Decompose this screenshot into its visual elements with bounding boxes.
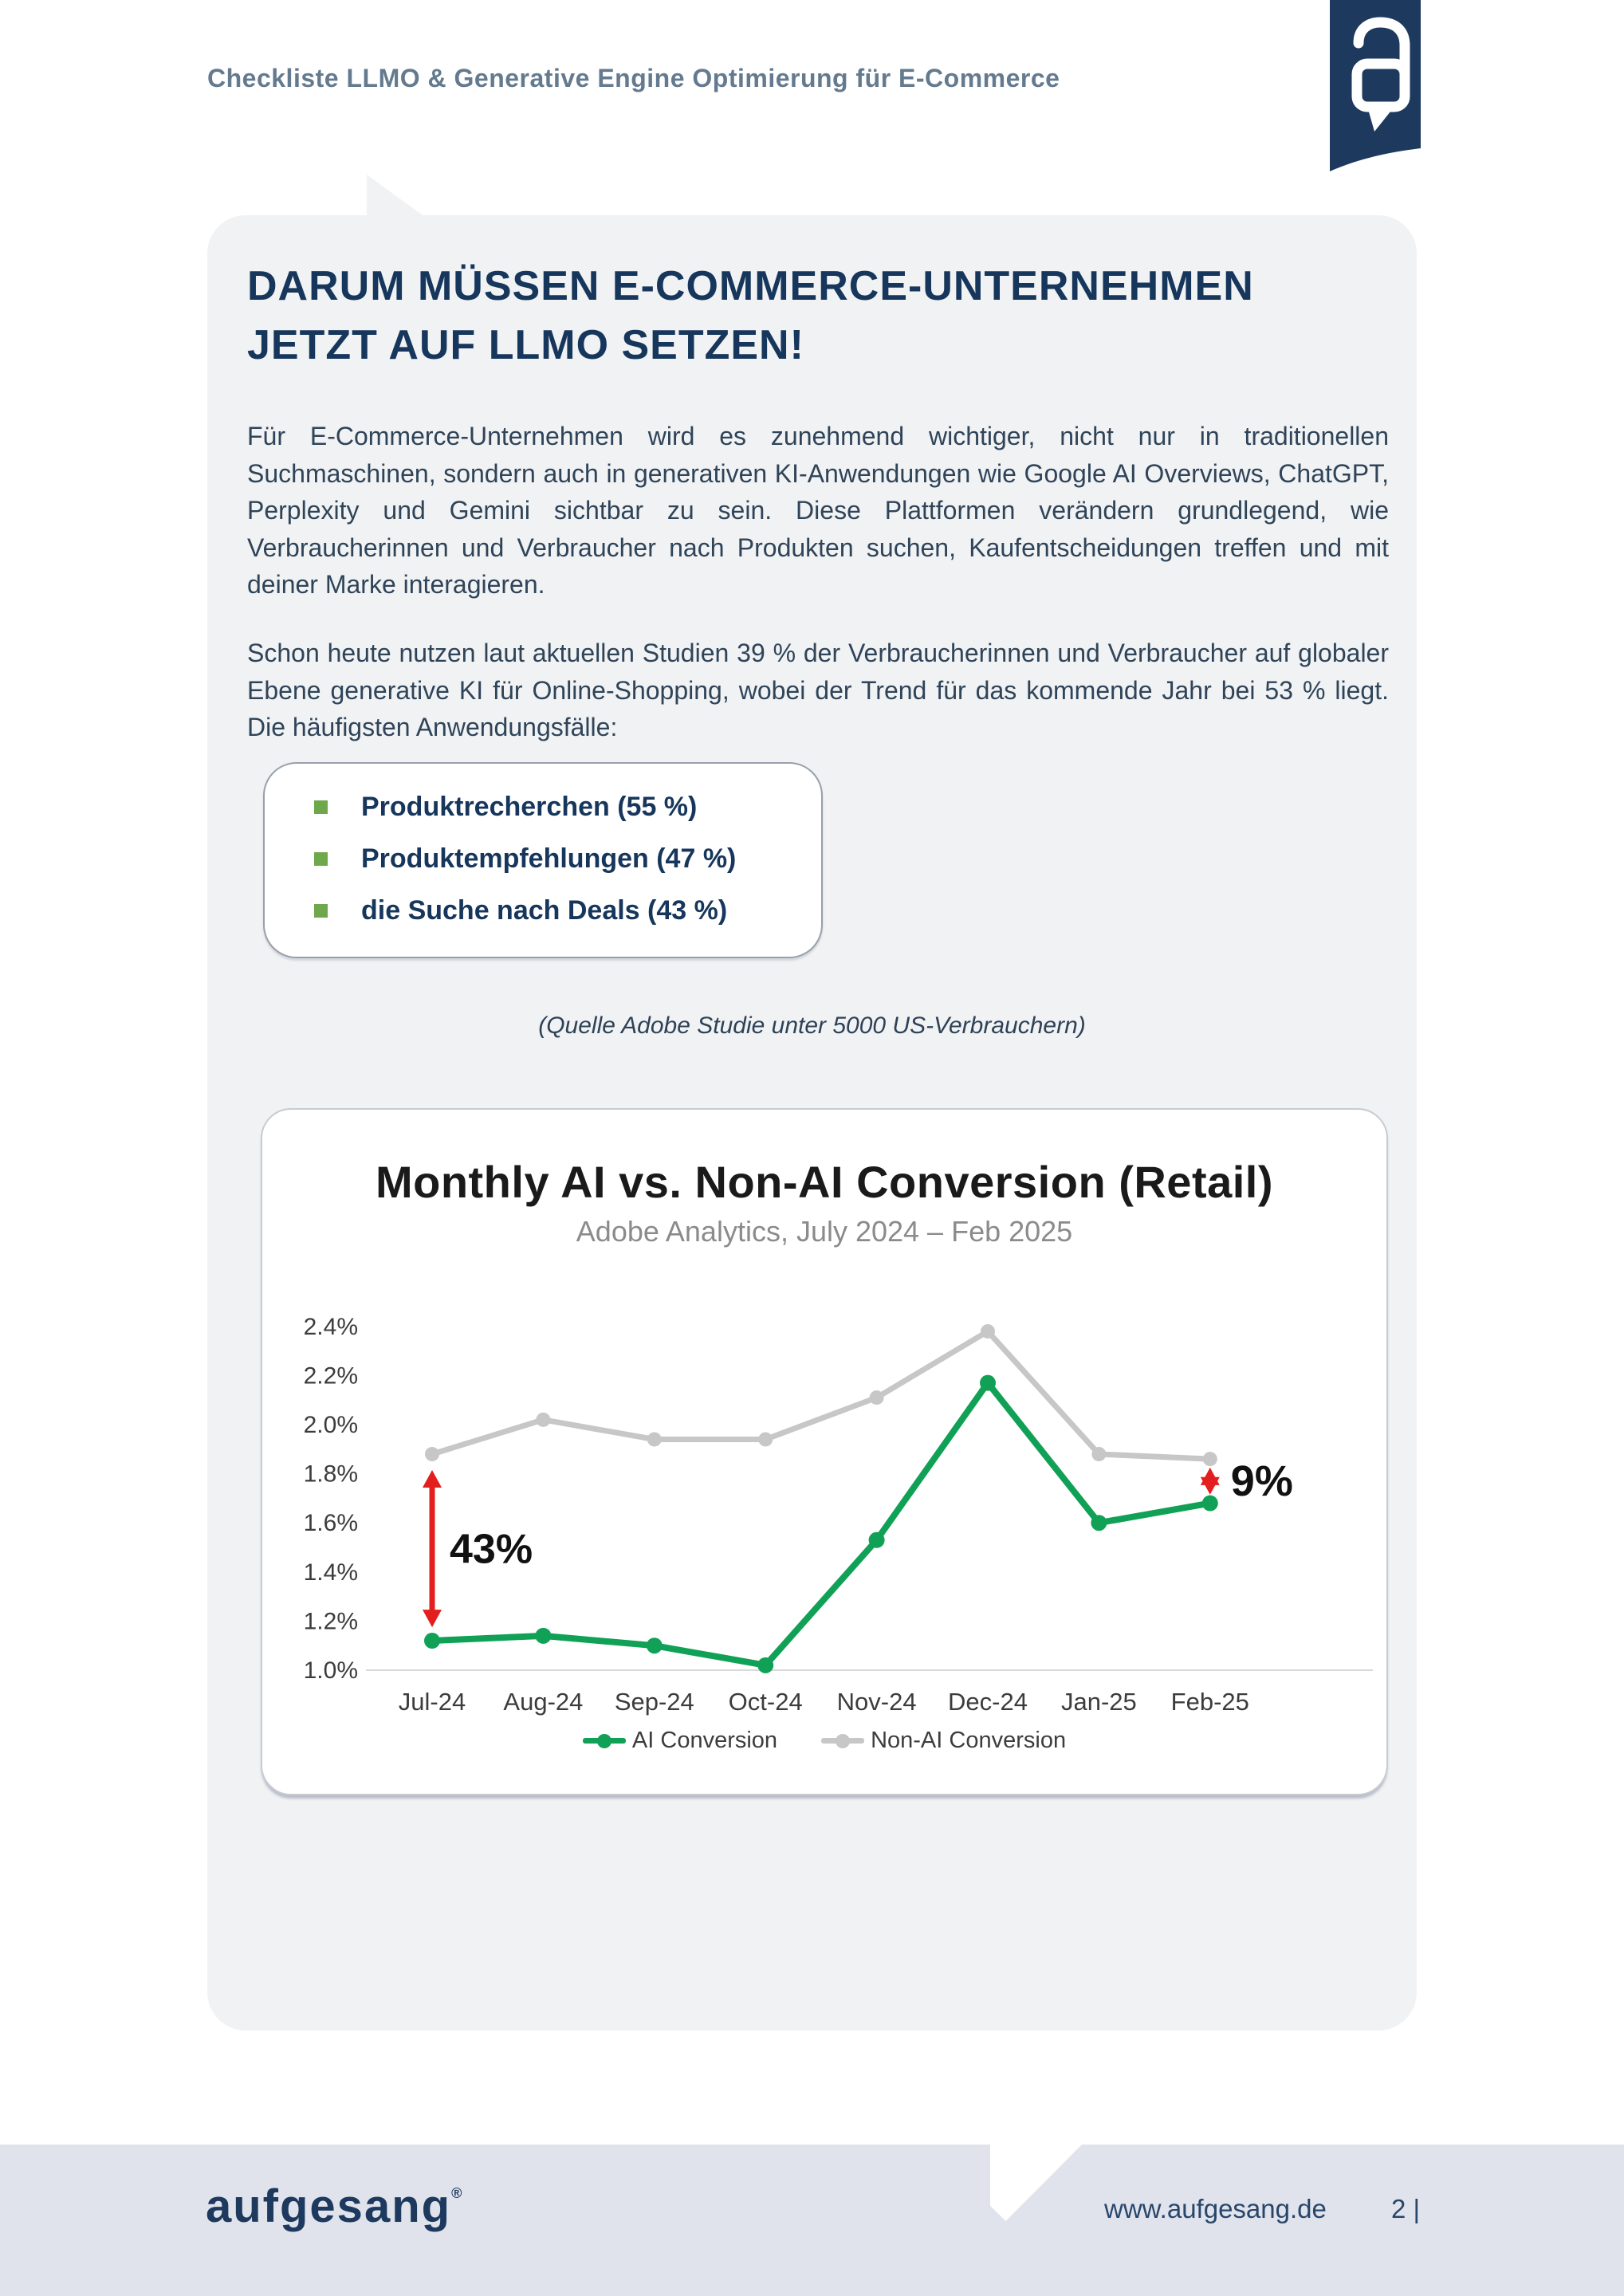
bullet-square-icon <box>314 904 328 918</box>
conversion-chart-svg <box>262 1293 1386 1740</box>
svg-text:2.0%: 2.0% <box>303 1412 358 1438</box>
list-item <box>314 894 821 927</box>
chart-legend <box>262 1728 1386 1754</box>
svg-text:Feb-25: Feb-25 <box>1170 1688 1249 1716</box>
svg-text:9%: 9% <box>1230 1457 1293 1505</box>
source-citation: (Quelle Adobe Studie unter 5000 US-Verbrauchern) <box>538 1012 1086 1039</box>
legend-label-ai: AI Conversion <box>631 1728 778 1753</box>
statistics-paragraph: Schon heute nutzen laut aktuellen Studien 39 % der Verbraucherinnen und Verbraucher auf globaler Ebene generative KI für Online-Shopping, wobei der Trend für das kommende Jahr bei 53 % liegt. Die häufigsten Anwendungsfälle: <box>247 639 1389 741</box>
content-card <box>207 215 1417 2031</box>
legend-line-ai-icon <box>583 1738 626 1744</box>
svg-text:2.2%: 2.2% <box>303 1362 358 1390</box>
page-title <box>247 257 1387 375</box>
bullet-square-icon <box>314 852 328 866</box>
svg-text:43%: 43% <box>450 1526 533 1573</box>
svg-text:1.2%: 1.2% <box>303 1608 358 1635</box>
document-header-title: Checkliste LLMO & Generative Engine Optimierung für E-Commerce <box>207 64 1060 92</box>
registered-mark: ® <box>451 2185 462 2201</box>
svg-text:Oct-24: Oct-24 <box>728 1688 803 1716</box>
legend-item-ai <box>583 1728 777 1754</box>
svg-text:Sep-24: Sep-24 <box>614 1688 694 1716</box>
svg-text:2.4%: 2.4% <box>303 1313 358 1340</box>
chart-subtitle: Adobe Analytics, July 2024 – Feb 2025 <box>576 1215 1073 1248</box>
list-item-label: die Suche nach Deals (43 %) <box>361 895 728 926</box>
svg-text:Jul-24: Jul-24 <box>398 1688 466 1716</box>
intro-paragraph: Für E-Commerce-Unternehmen wird es zunehmend wichtiger, nicht nur in traditionellen Suchmaschinen, sondern auch in generativen KI-Anwendungen wie Google AI Overviews, ChatGPT, Perplexity und Gemini sichtbar zu sein. Diese Plattformen verändern grundlegend, wie Verbraucherinnen und Verbraucher nach Produkten suchen, Kaufentscheidungen treffen und mit deiner Marke interagieren. <box>247 422 1389 599</box>
svg-text:1.8%: 1.8% <box>303 1461 358 1488</box>
svg-text:1.0%: 1.0% <box>303 1657 358 1684</box>
list-item <box>314 791 821 824</box>
legend-line-nonai-icon <box>821 1738 864 1744</box>
chart-title: Monthly AI vs. Non-AI Conversion (Retail) <box>375 1157 1274 1207</box>
svg-text:Jan-25: Jan-25 <box>1061 1688 1137 1716</box>
page-title-line1: DARUM MÜSSEN E-COMMERCE-UNTERNEHMEN <box>247 263 1254 309</box>
page-number: 2 | <box>1391 2194 1421 2223</box>
aufgesang-wordmark: aufgesang® <box>206 2180 462 2232</box>
list-item-label: Produktempfehlungen (47 %) <box>361 843 737 874</box>
aufgesang-logo-icon <box>1330 0 1421 175</box>
svg-text:Aug-24: Aug-24 <box>503 1688 584 1716</box>
svg-text:Dec-24: Dec-24 <box>948 1688 1028 1716</box>
svg-text:1.4%: 1.4% <box>303 1559 358 1586</box>
svg-text:Nov-24: Nov-24 <box>836 1688 917 1716</box>
svg-text:1.6%: 1.6% <box>303 1510 358 1537</box>
legend-item-nonai <box>821 1728 1066 1754</box>
legend-label-nonai: Non-AI Conversion <box>871 1728 1067 1753</box>
list-item-label: Produktrecherchen (55 %) <box>361 792 698 822</box>
card-speech-tail <box>367 175 425 217</box>
list-item <box>314 843 821 875</box>
bullet-square-icon <box>314 800 328 814</box>
conversion-chart-card <box>261 1108 1388 1795</box>
use-cases-box <box>263 762 823 958</box>
footer-url-link[interactable]: www.aufgesang.de <box>1104 2194 1327 2223</box>
page-title-line2: JETZT AUF LLMO SETZEN! <box>247 322 804 368</box>
